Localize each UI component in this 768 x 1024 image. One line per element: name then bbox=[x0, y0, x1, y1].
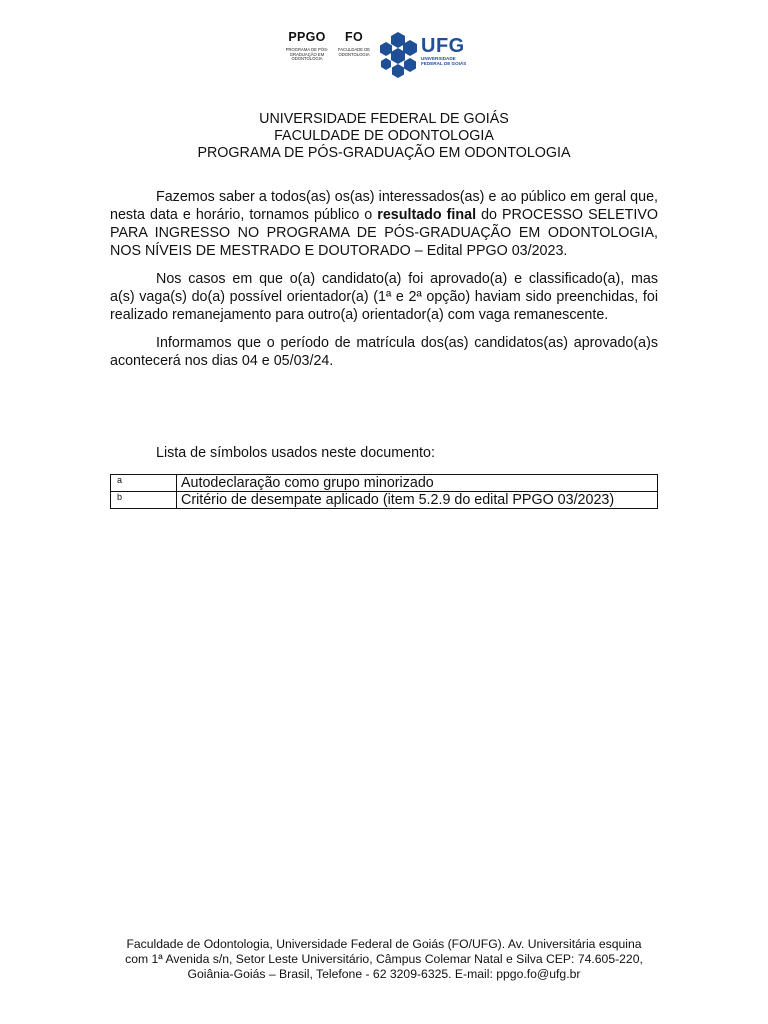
footer-line-2: com 1ª Avenida s/n, Setor Leste Universitário, Câmpus Colemar Natal e Silva CEP: 74.605-220, bbox=[125, 952, 643, 966]
table-row bbox=[111, 492, 658, 509]
footer-line-1: Faculdade de Odontologia, Universidade Federal de Goiás (FO/UFG). Av. Universitária esquina bbox=[126, 937, 642, 951]
document-footer bbox=[0, 937, 768, 982]
symbols-table bbox=[110, 474, 658, 509]
footer-line-3: Goiânia-Goiás – Brasil, Telefone - 62 3209-6325. E-mail: ppgo.fo@ufg.br bbox=[187, 967, 581, 981]
paragraph-announcement-start: Fazemos saber a todos(as) os(as) interessados(as) e ao público em geral que, nesta data e horário, tornamos público o bbox=[110, 189, 658, 223]
document-header bbox=[0, 111, 768, 162]
header-program: PROGRAMA DE PÓS-GRADUAÇÃO EM ODONTOLOGIA bbox=[197, 145, 571, 161]
table-row bbox=[111, 475, 658, 492]
paragraph-announcement-end: do PROCESSO SELETIVO PARA INGRESSO NO PROGRAMA DE PÓS-GRADUAÇÃO EM ODONTOLOGIA, NOS NÍVEIS DE MESTRADO E DOUTORADO – Edital PPGO 03/2023. bbox=[110, 207, 659, 259]
fo-logo-subtitle: FACULDADE DE ODONTOLOGIA bbox=[337, 47, 371, 57]
symbols-title: Lista de símbolos usados neste documento: bbox=[156, 445, 435, 461]
symbol-description: Critério de desempate aplicado (item 5.2.9 do edital PPGO 03/2023) bbox=[177, 492, 658, 509]
ppgo-logo bbox=[283, 30, 331, 62]
ufg-logo-subtitle: UNIVERSIDADE FEDERAL DE GOIÁS bbox=[421, 56, 467, 66]
paragraph-enrollment: Informamos que o período de matrícula dos(as) candidatos(as) aprovado(a)s acontecerá nos dias 04 e 05/03/24. bbox=[110, 335, 658, 369]
fo-logo bbox=[336, 30, 372, 57]
paragraph-announcement-bold: resultado final bbox=[377, 207, 477, 223]
ufg-hexagon-icon bbox=[377, 30, 419, 78]
symbol-key: b bbox=[111, 492, 177, 509]
ppgo-logo-title: PPGO bbox=[288, 30, 326, 44]
header-faculty: FACULDADE DE ODONTOLOGIA bbox=[274, 128, 494, 144]
ufg-logo-title: UFG bbox=[421, 35, 465, 57]
header-university: UNIVERSIDADE FEDERAL DE GOIÁS bbox=[259, 111, 509, 127]
fo-logo-title: FO bbox=[345, 30, 363, 44]
symbol-description: Autodeclaração como grupo minorizado bbox=[177, 475, 658, 492]
ppgo-logo-subtitle: PROGRAMA DE PÓS-GRADUAÇÃO EM ODONTOLOGIA bbox=[285, 47, 329, 62]
document-body bbox=[110, 188, 658, 380]
paragraph-announcement bbox=[110, 188, 658, 260]
symbol-key: a bbox=[111, 475, 177, 492]
paragraph-reallocation: Nos casos em que o(a) candidato(a) foi aprovado(a) e classificado(a), mas a(s) vaga(s) do(a) possível orientador(a) (1ª e 2ª opção) haviam sido preenchidas, foi realizado remanejamento para outro(a) orientador(a) com vaga remanescente. bbox=[110, 271, 658, 323]
ufg-logo-text bbox=[421, 36, 477, 66]
